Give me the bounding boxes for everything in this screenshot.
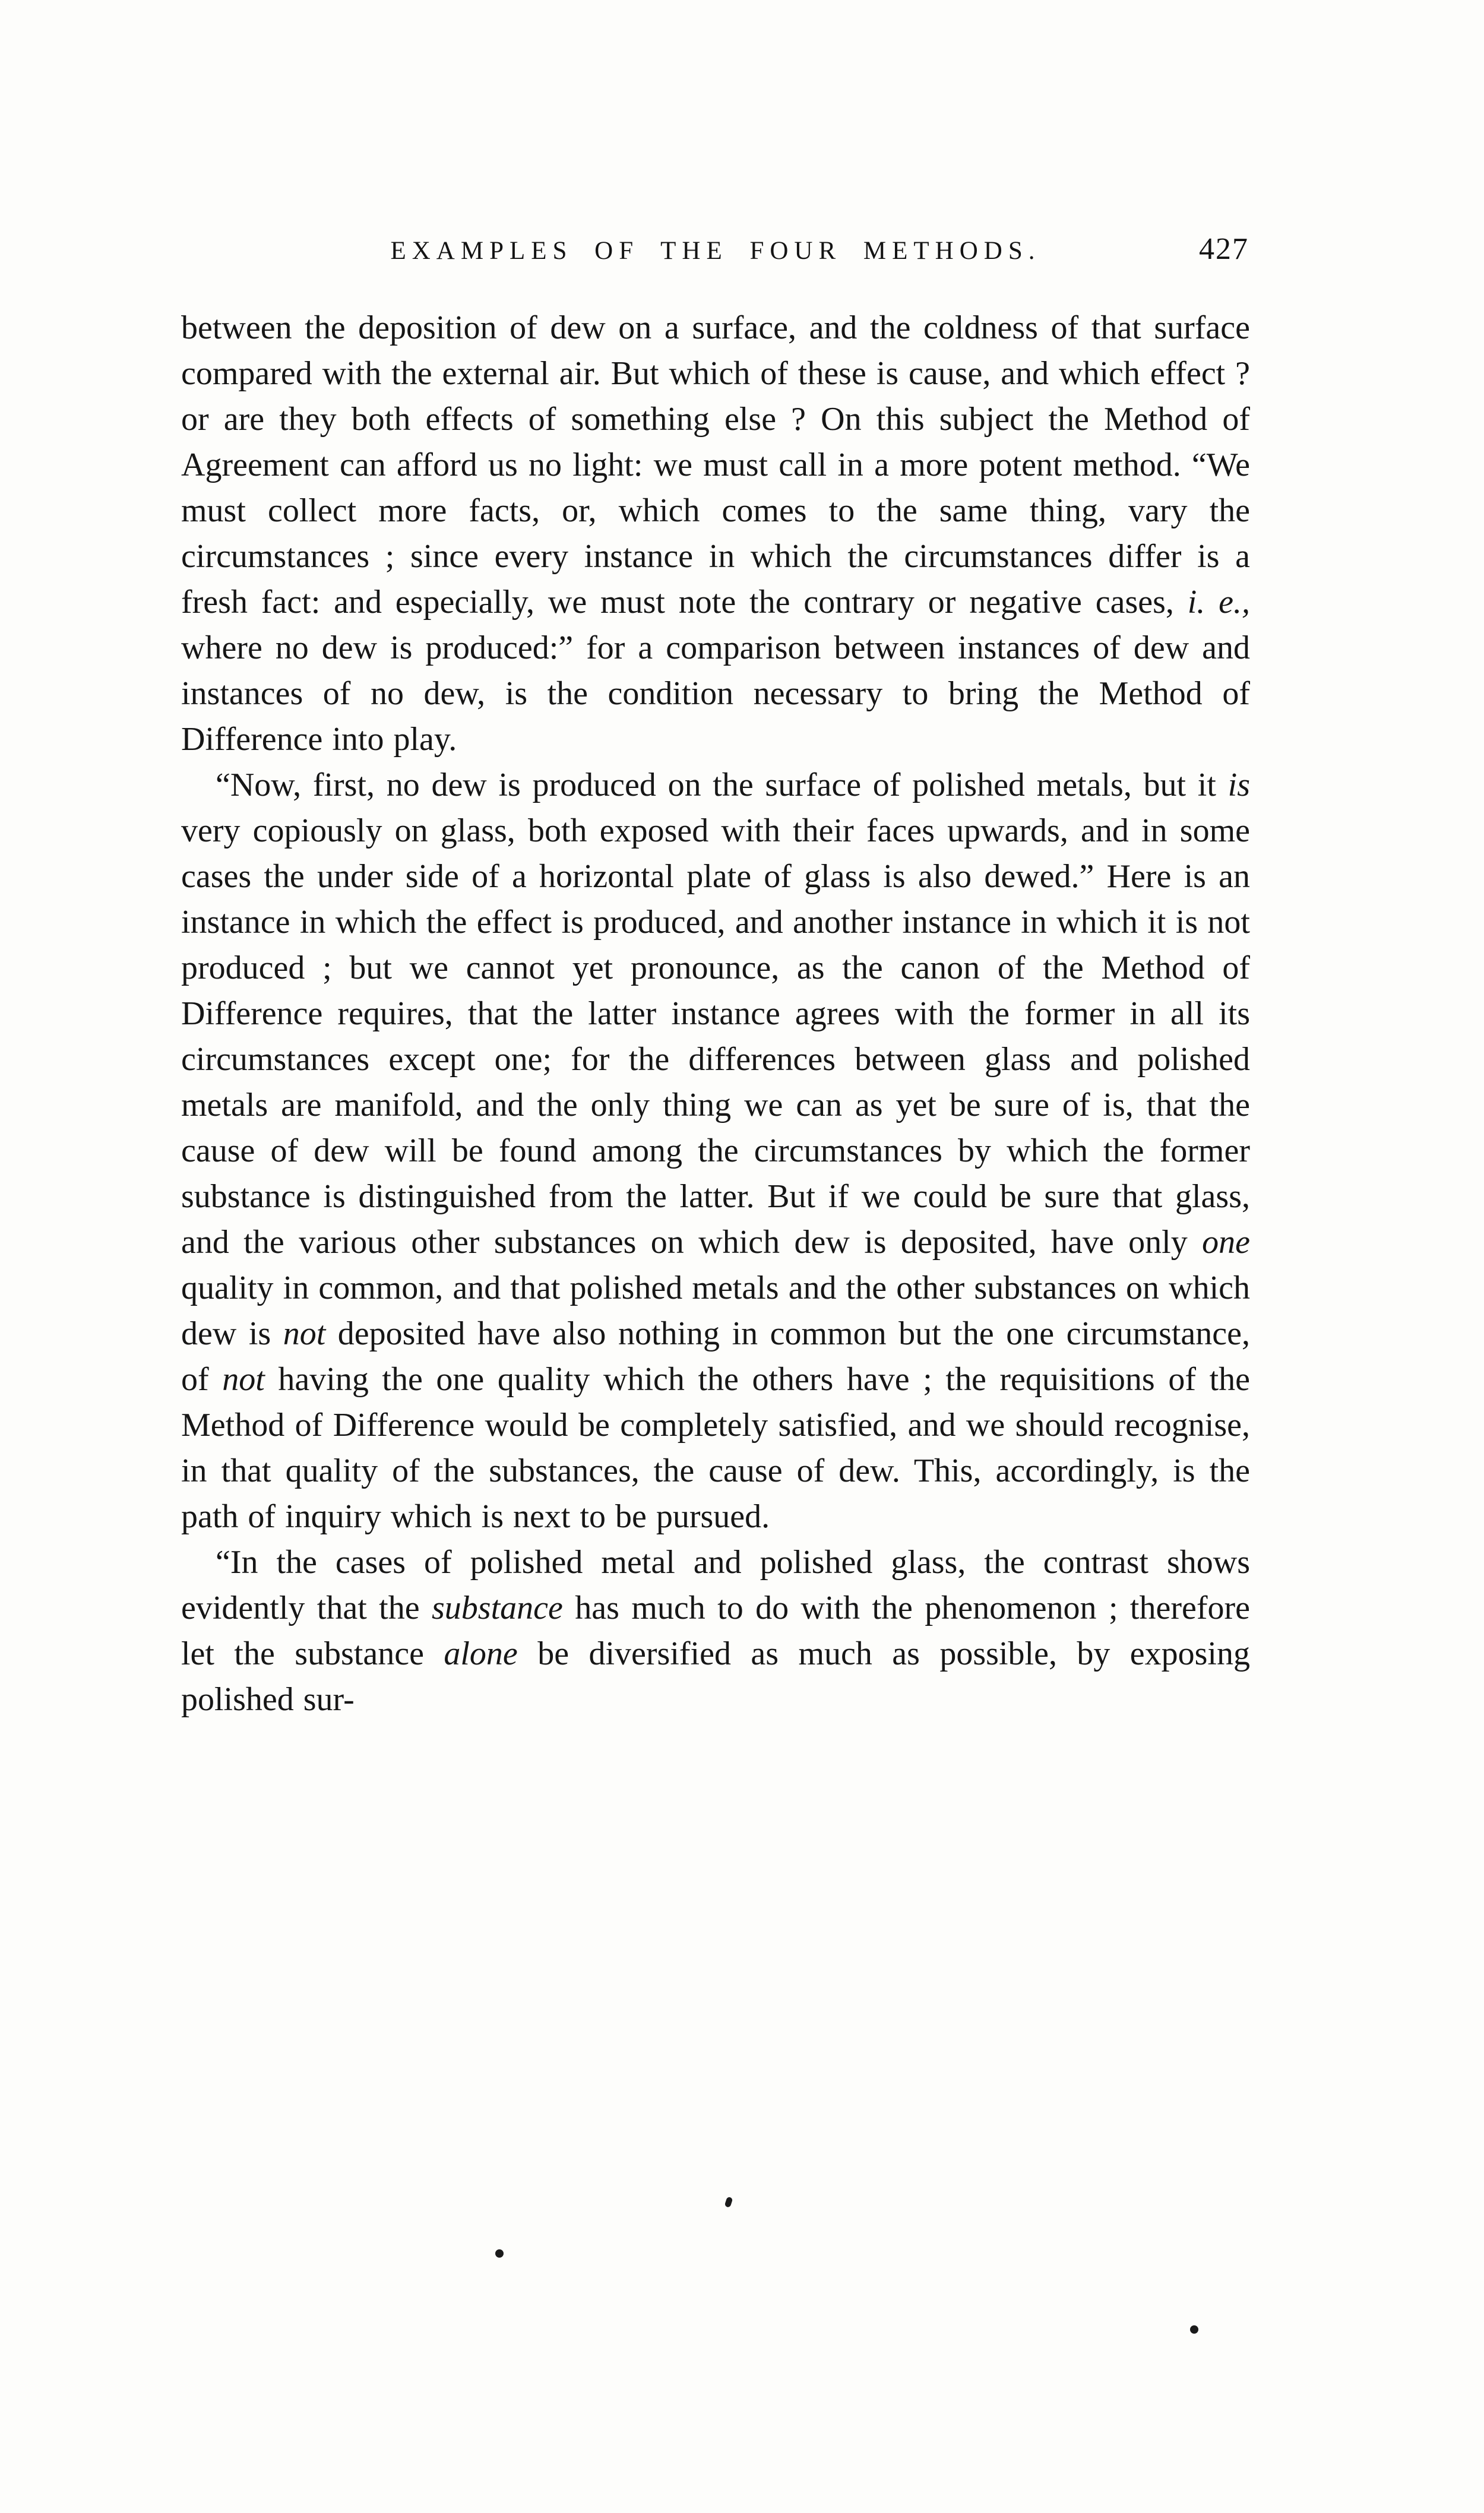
page-header-row	[181, 232, 1250, 274]
text-run: be diversified as much as possible, by exposing polished sur-	[181, 1635, 1250, 1718]
paragraph-3	[181, 1540, 1250, 1723]
text-run: quality in common, and that polished metals and the other substances on which dew is	[181, 1270, 1250, 1352]
text-run: between the deposition of dew on a surface, and the coldness of that surface compared with the external air. But which of these is cause, and which effect ? or are they both effects of something else ? On this subject the Method of Agreement can afford us no light: we must call in a more potent method. “We must collect more facts, or, which comes to the same thing, vary the circumstances ; since every instance in which the circumstances differ is a fresh fact: and especially, we must note the contrary or negative cases,	[181, 309, 1250, 621]
text-block	[181, 232, 1250, 1723]
italic-text-run: substance	[432, 1590, 563, 1626]
italic-text-run: one	[1202, 1224, 1250, 1261]
text-run: very copiously on glass, both exposed with their faces upwards, and in some cases the under side of a horizontal plate of glass is also dewed.” Here is an instance in which the effect is produced, and another instance in which it is not produced ; but we cannot yet pronounce, as the canon of the Method of Difference requires, that the latter instance agrees with the former in all its circumstances except one; for the differences between glass and polished metals are manifold, and the only thing we can as yet be sure of is, that the cause of dew will be found among the circumstances by which the former substance is distinguished from the latter. But if we could be sure that glass, and the various other substances on which dew is deposited, have only	[181, 812, 1250, 1261]
text-run: “In the cases of polished metal and polished glass, the contrast shows evidently that the	[181, 1544, 1250, 1626]
page-number: 427	[1199, 232, 1249, 266]
text-run: has much to do with the phenomenon ; therefore let the substance	[181, 1590, 1250, 1672]
scan-speck-mark	[724, 2196, 733, 2208]
text-run: where no dew is produced:” for a comparison between instances of dew and instances of no dew, is the condition necessary to bring the Method of Difference into play.	[181, 629, 1250, 758]
paragraph-2	[181, 762, 1250, 1540]
scan-speck-dot-1	[495, 2249, 504, 2258]
italic-text-run: is	[1227, 767, 1250, 803]
paragraph-1	[181, 305, 1250, 762]
italic-text-run: alone	[444, 1635, 518, 1672]
text-run: having the one quality which the others have ; the requisitions of the Method of Difference would be completely satisfied, and we should recognise, in that quality of the substances, the cause of dew. This, accordingly, is the path of inquiry which is next to be pursued.	[181, 1361, 1250, 1535]
text-run: deposited have also nothing in common but the one circumstance, of	[181, 1315, 1250, 1398]
text-run: “Now, first, no dew is produced on the surface of polished metals, but it	[216, 767, 1228, 803]
running-header: EXAMPLES OF THE FOUR METHODS.	[390, 237, 1041, 265]
page-body	[181, 305, 1250, 1723]
scan-speck-dot-2	[1190, 2325, 1198, 2334]
italic-text-run: i. e.,	[1187, 584, 1250, 621]
italic-text-run: not	[283, 1315, 326, 1352]
italic-text-run: not	[222, 1361, 265, 1398]
